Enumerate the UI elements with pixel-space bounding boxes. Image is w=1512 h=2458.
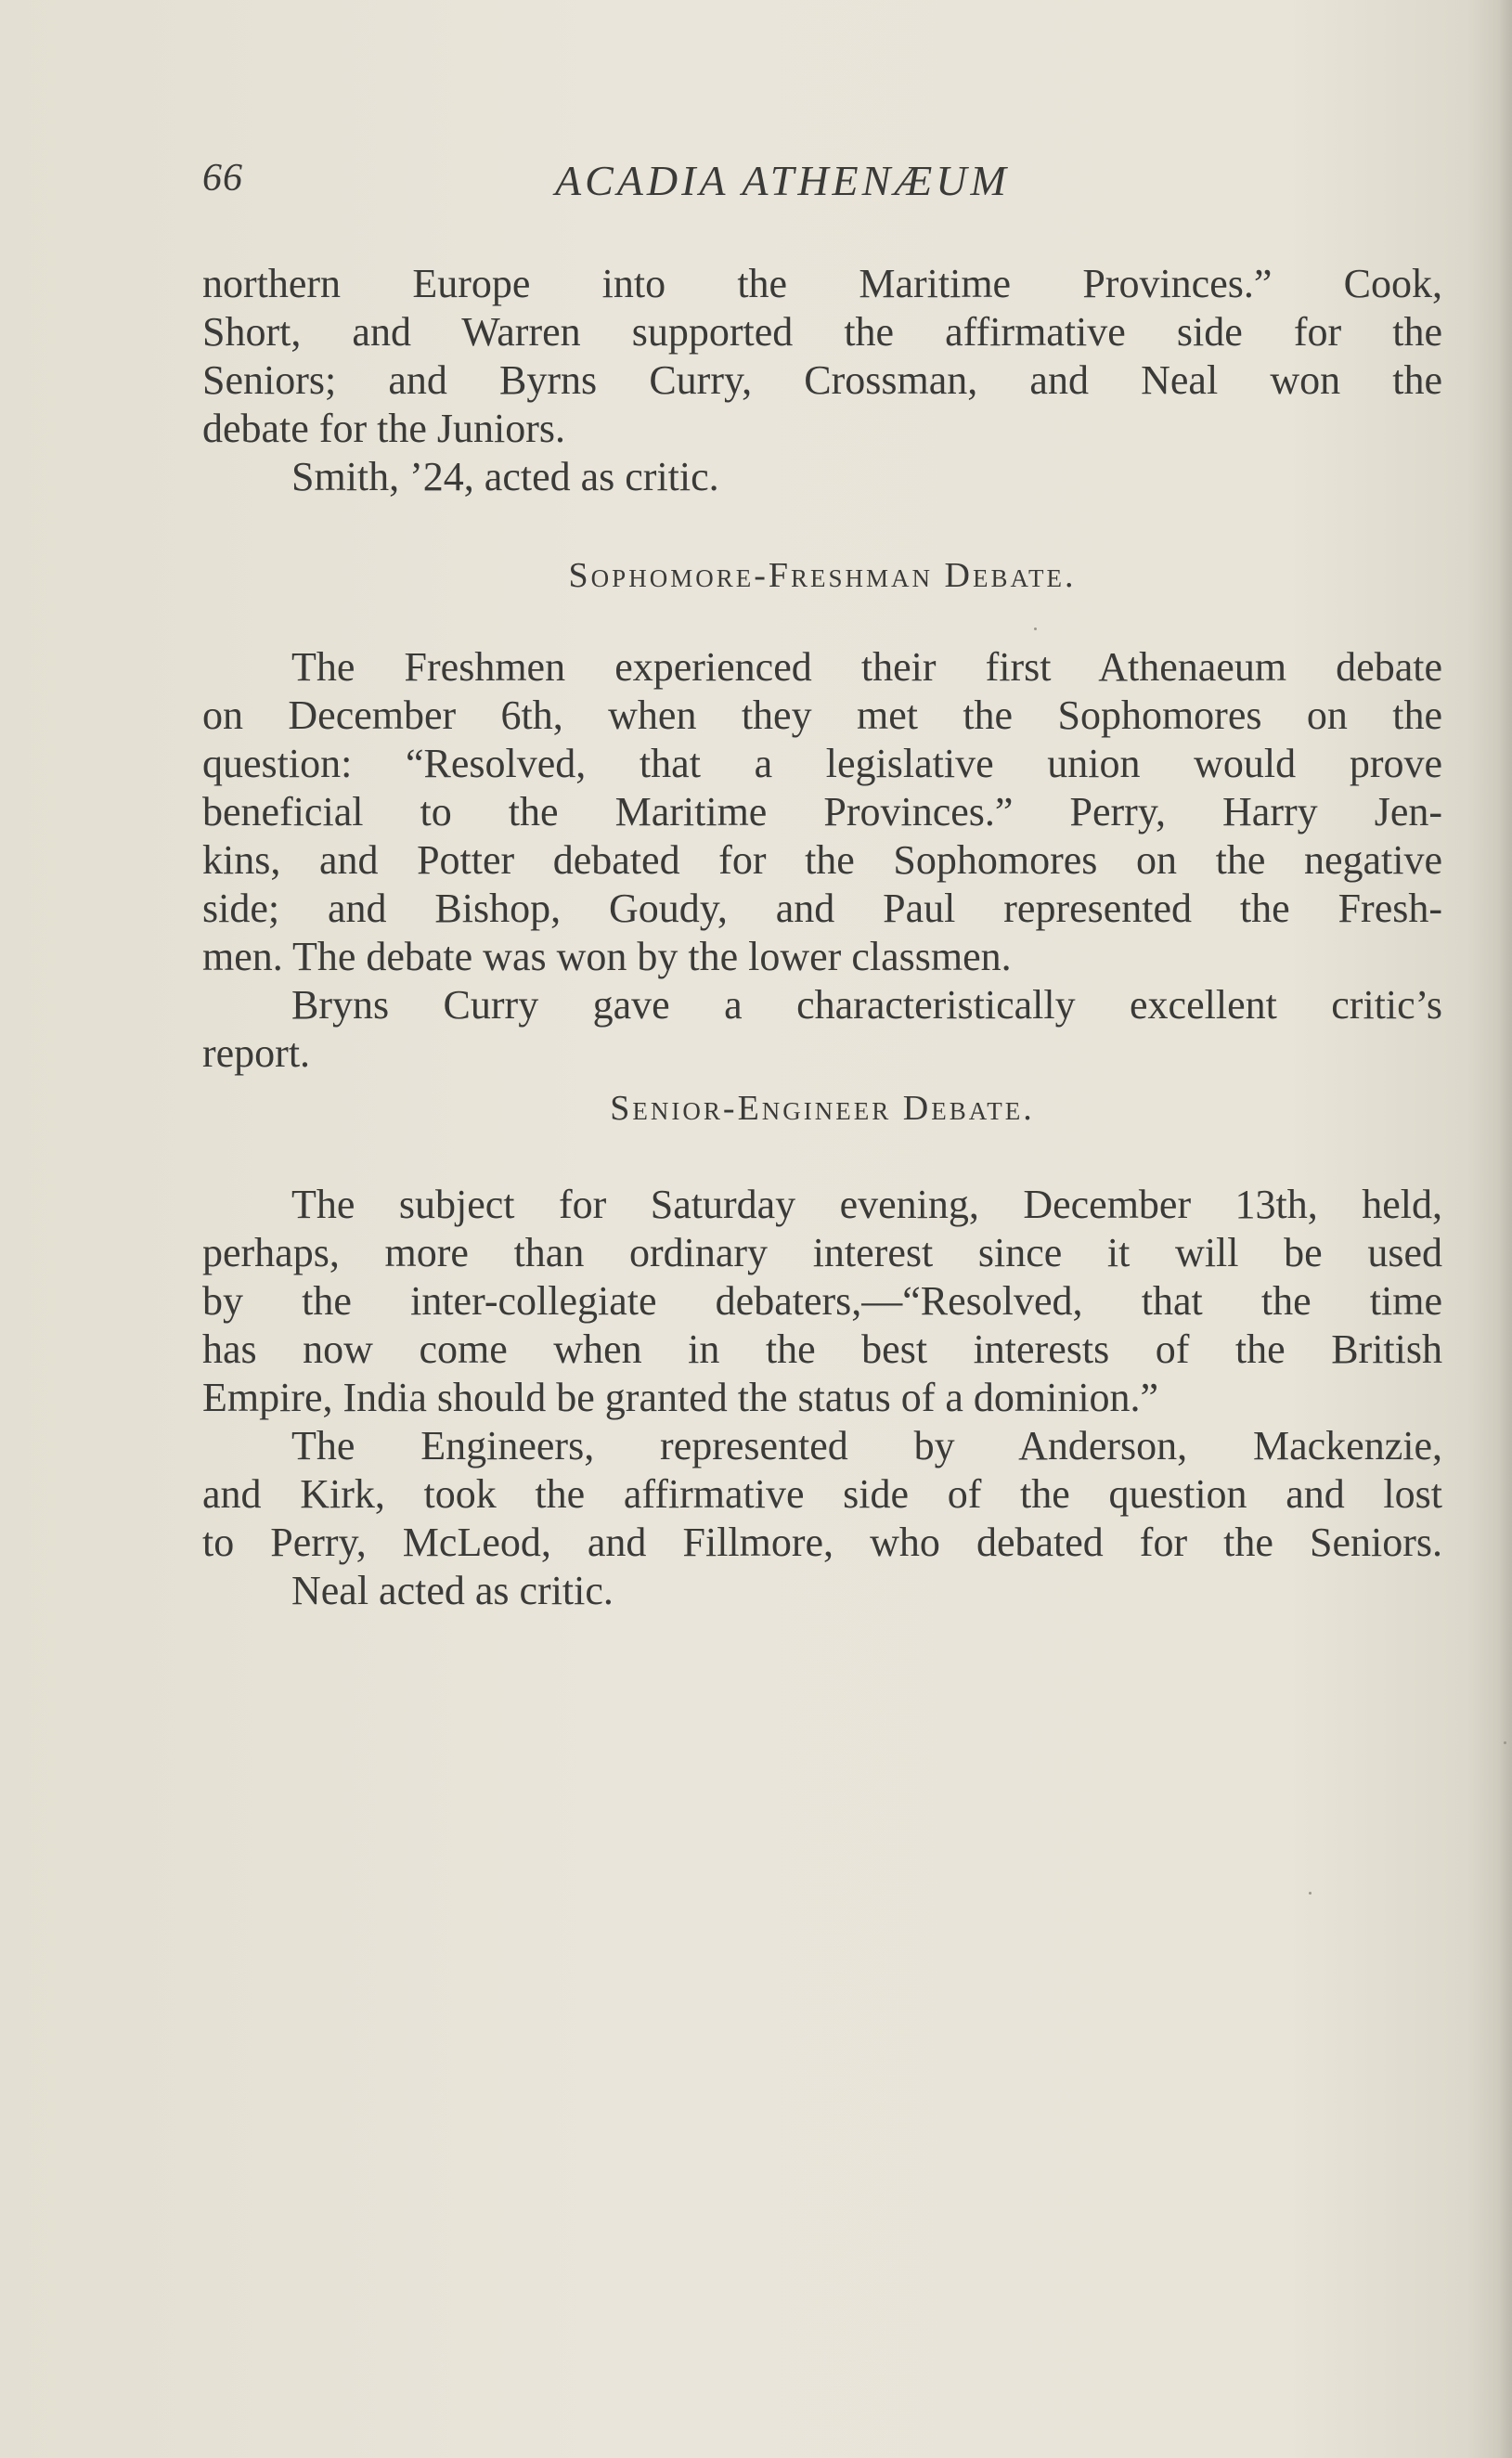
text-line: Seniors; and Byrns Curry, Crossman, and Neal won the [202, 357, 1442, 403]
text-line: on December 6th, when they met the Sophomores on the [202, 692, 1442, 738]
text-line: northern Europe into the Maritime Provinces.” Cook, [202, 261, 1442, 306]
text-line: has now come when in the best interests of the British [202, 1326, 1442, 1372]
text-line: perhaps, more than ordinary interest since it will be used [202, 1230, 1442, 1275]
text-line: by the inter-collegiate debaters,—“Resolved, that the time [202, 1278, 1442, 1324]
running-head [202, 156, 1442, 212]
text-line: Bryns Curry gave a characteristically excellent critic’s [291, 982, 1442, 1028]
text-line: The subject for Saturday evening, December 13th, held, [291, 1182, 1442, 1227]
text-line: Neal acted as critic. [291, 1568, 614, 1613]
journal-title: ACADIA ATHENÆUM [555, 157, 1010, 204]
text-line: The Engineers, represented by Anderson, Mackenzie, [291, 1423, 1442, 1468]
text-line: beneficial to the Maritime Provinces.” Perry, Harry Jen- [202, 789, 1442, 834]
text-line: question: “Resolved, that a legislative union would prove [202, 741, 1442, 786]
page-number: 66 [202, 157, 243, 200]
text-line: Empire, India should be granted the status of a dominion.” [202, 1375, 1159, 1420]
paper-speck [1504, 1741, 1506, 1744]
text-line: to Perry, McLeod, and Fillmore, who debated for the Seniors. [202, 1520, 1442, 1565]
text-line: report. [202, 1030, 311, 1076]
paragraph-group-2 [202, 643, 1442, 1078]
paragraph-group-1 [202, 260, 1442, 501]
text-line: side; and Bishop, Goudy, and Paul represented the Fresh- [202, 886, 1442, 931]
section-heading-sophomore-freshman: Sophomore-Freshman Debate. [568, 556, 1077, 595]
page-edge-shadow [1499, 0, 1512, 2458]
text-line: and Kirk, took the affirmative side of the question and lost [202, 1471, 1442, 1517]
text-line: Smith, ’24, acted as critic. [291, 454, 719, 499]
text-line: debate for the Juniors. [202, 406, 565, 451]
section-heading-senior-engineer: Senior-Engineer Debate. [610, 1089, 1035, 1128]
text-line: men. The debate was won by the lower classmen. [202, 934, 1012, 979]
text-line: The Freshmen experienced their first Athenaeum debate [291, 644, 1442, 690]
paper-speck [1309, 1892, 1312, 1895]
paragraph-group-3 [202, 1181, 1442, 1615]
text-line: Short, and Warren supported the affirmative side for the [202, 309, 1442, 355]
text-line: kins, and Potter debated for the Sophomores on the negative [202, 837, 1442, 883]
paper-speck [1034, 627, 1037, 630]
